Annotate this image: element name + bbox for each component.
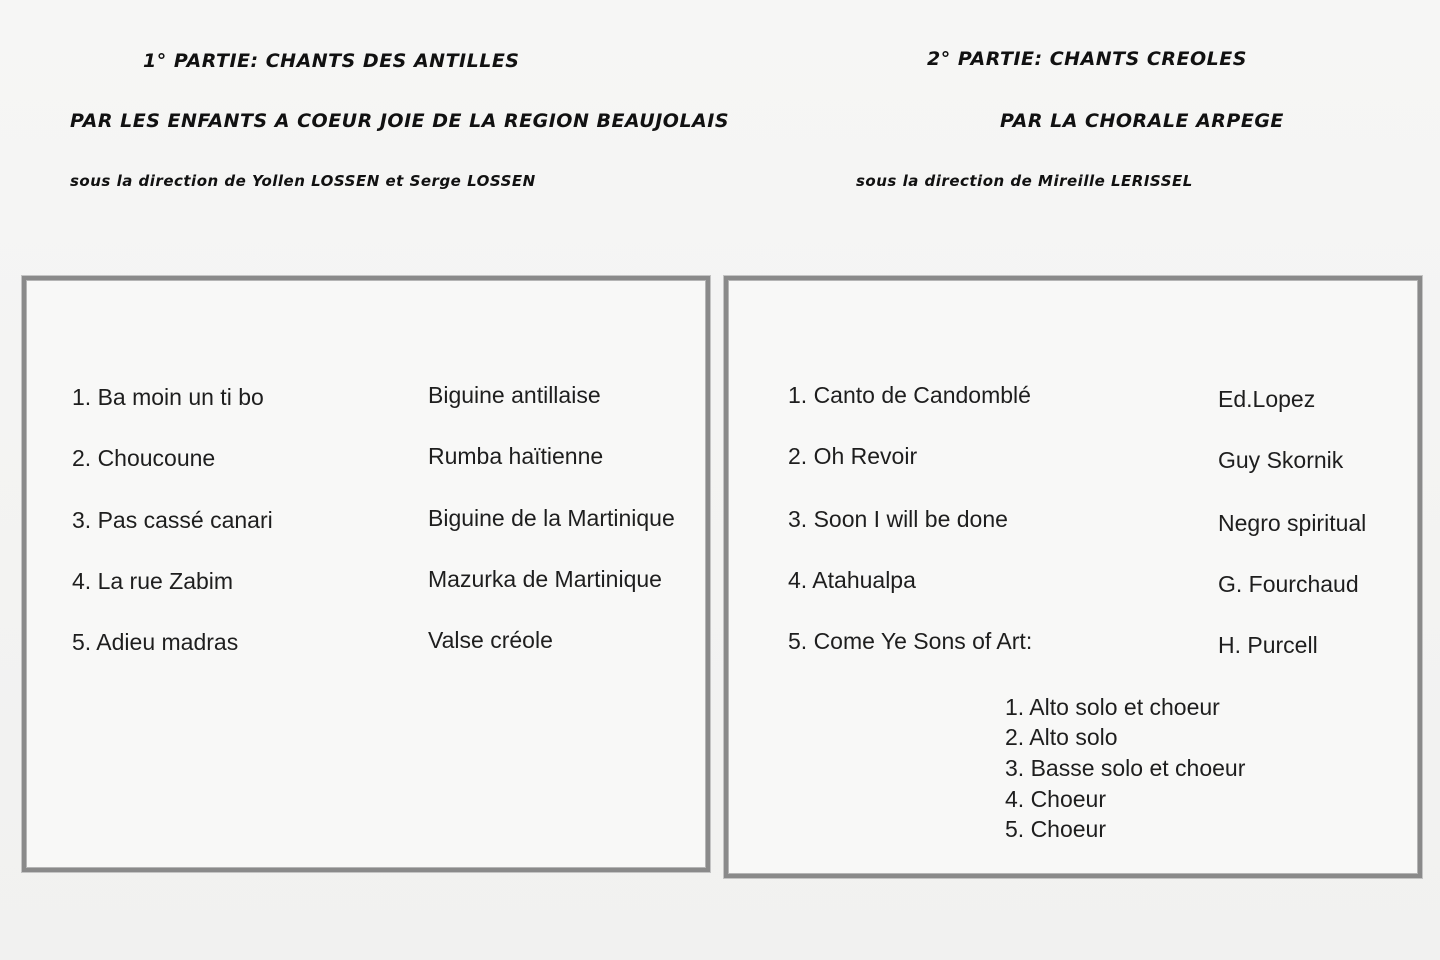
- song-style: Biguine antillaise: [428, 382, 601, 408]
- movement-item: 5. Choeur: [1005, 816, 1107, 842]
- song-title: 3. Soon I will be done: [788, 506, 1008, 532]
- song-style: Mazurka de Martinique: [428, 566, 662, 592]
- part-two-title: 2° PARTIE: CHANTS CREOLES: [927, 48, 1247, 70]
- song-style: Biguine de la Martinique: [428, 505, 675, 531]
- song-style: Rumba haïtienne: [428, 443, 604, 469]
- song-title: 4. Atahualpa: [788, 567, 916, 593]
- part-two-choir: PAR LA CHORALE ARPEGE: [1000, 110, 1284, 132]
- song-composer: Guy Skornik: [1218, 447, 1344, 473]
- movement-item: 1. Alto solo et choeur: [1005, 694, 1220, 720]
- part-two-song-list: [724, 276, 1422, 878]
- song-style: Valse créole: [428, 627, 553, 653]
- song-composer: G. Fourchaud: [1218, 571, 1359, 597]
- song-composer: Ed.Lopez: [1218, 386, 1316, 412]
- song-title: 5. Come Ye Sons of Art:: [788, 628, 1033, 654]
- part-one-song-list: [22, 276, 710, 872]
- song-title: 2. Choucoune: [72, 445, 216, 471]
- part-one-choir: PAR LES ENFANTS A COEUR JOIE DE LA REGION BEAUJOLAIS: [70, 110, 730, 132]
- song-title: 5. Adieu madras: [72, 629, 239, 655]
- movement-item: 3. Basse solo et choeur: [1005, 755, 1246, 781]
- song-title: 1. Canto de Candomblé: [788, 382, 1031, 408]
- movement-item: 4. Choeur: [1005, 786, 1107, 812]
- song-title: 2. Oh Revoir: [788, 443, 918, 469]
- song-title: 1. Ba moin un ti bo: [72, 384, 264, 410]
- part-one-director: sous la direction de Yollen LOSSEN et Serge LOSSEN: [70, 172, 536, 190]
- part-two-director: sous la direction de Mireille LERISSEL: [856, 172, 1193, 190]
- part-one-title: 1° PARTIE: CHANTS DES ANTILLES: [143, 50, 520, 72]
- movement-item: 2. Alto solo: [1005, 724, 1118, 750]
- song-title: 3. Pas cassé canari: [72, 507, 273, 533]
- song-composer: Negro spiritual: [1218, 510, 1367, 536]
- song-title: 4. La rue Zabim: [72, 568, 234, 594]
- song-composer: H. Purcell: [1218, 632, 1318, 658]
